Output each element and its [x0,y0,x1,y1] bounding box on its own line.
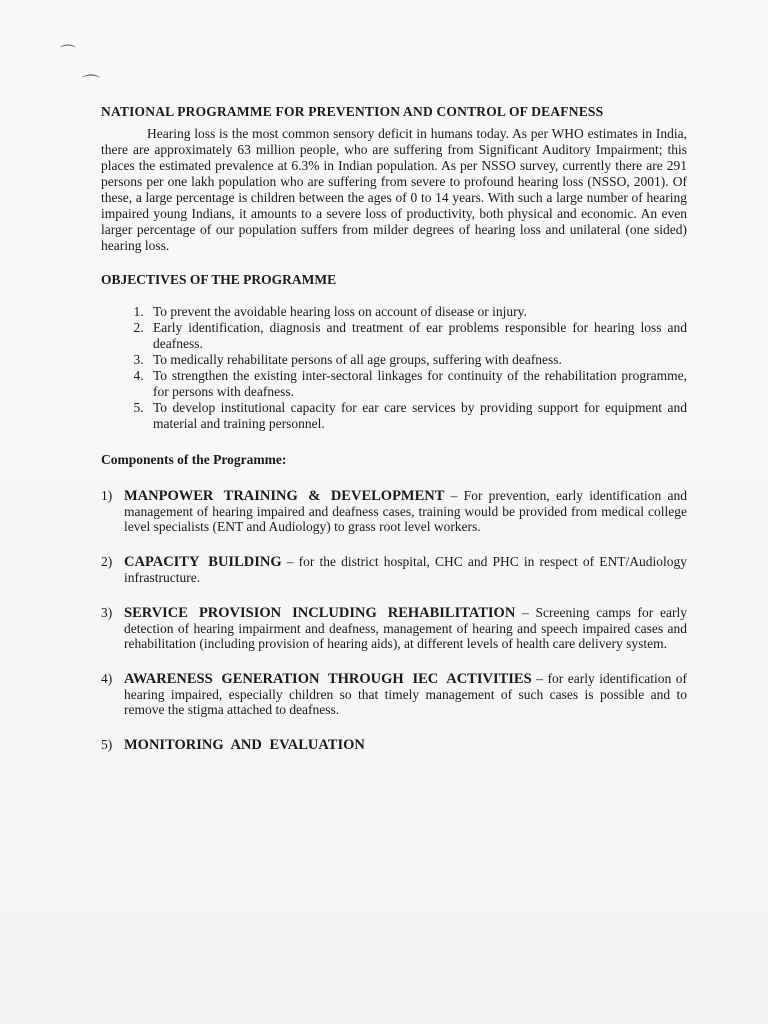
component-description: – Screening camps for early detection of hearing impairment and deafness, management of hearing and speech impaired cases and rehabilitation (including provision of hearing aids), at different levels of health care delivery system. [124,605,687,651]
component-number: 2) [101,554,113,569]
scan-mark: ⌒ [82,74,100,94]
component-number: 4) [101,671,113,686]
component-title: MANPOWER TRAINING & DEVELOPMENT [124,488,445,504]
component-item [101,737,687,753]
objective-item: 3. To medically rehabilitate persons of all age groups, suffering with deafness. [147,352,687,368]
component-text [124,737,687,753]
objectives-heading: OBJECTIVES OF THE PROGRAMME [101,272,337,287]
component-item [101,554,687,585]
component-description: – For prevention, early identification and management of hearing impaired and deafness cases, training would be provided from medical college level specialists (ENT and Audiology) to grass root level workers. [124,488,687,534]
scan-mark: ⌒ [60,45,77,62]
component-item [101,488,687,534]
component-title: AWARENESS GENERATION THROUGH IEC ACTIVITIES [124,671,532,687]
component-item [101,605,687,651]
component-title: SERVICE PROVISION INCLUDING REHABILITATION [124,605,516,621]
component-text [124,671,687,717]
component-number: 1) [101,488,113,503]
component-text [124,605,687,651]
component-title: MONITORING AND EVALUATION [124,737,365,753]
objective-item: 4. To strengthen the existing inter-sectoral linkages for continuity of the rehabilitation programme, for persons with deafness. [147,368,687,400]
component-description: – for early identification of hearing impaired, especially children so that timely management of such cases is possible and to remove the stigma attached to deafness. [124,671,687,717]
objective-item: 5. To develop institutional capacity for ear care services by providing support for equipment and material and training personnel. [147,400,687,432]
component-text [124,488,687,534]
objective-item: 1. To prevent the avoidable hearing loss on account of disease or injury. [147,304,687,320]
component-item [101,671,687,717]
component-title: CAPACITY BUILDING [124,554,282,570]
document-body [101,104,687,773]
component-number: 3) [101,605,113,620]
component-text [124,554,687,585]
component-number: 5) [101,737,113,752]
intro-paragraph: Hearing loss is the most common sensory deficit in humans today. As per WHO estimates in India, there are approximately 63 million people, who are suffering from Significant Auditory Impairment; this places the estimated prevalence at 6.3% in Indian population. As per NSSO survey, currently there are 291 persons per one lakh population who are suffering from severe to profound hearing loss (NSSO, 2001). Of these, a large percentage is children between the ages of 0 to 14 years. With such a large number of hearing impaired young Indians, it amounts to a severe loss of productivity, both physical and economic. An even larger percentage of our population suffers from milder degrees of hearing loss and unilateral (one sided) hearing loss. [101,126,687,253]
objective-item: 2. Early identification, diagnosis and treatment of ear problems responsible for hearing loss and deafness. [147,320,687,352]
objectives-list [101,304,687,432]
components-heading: Components of the Programme: [101,452,287,467]
component-description: – for the district hospital, CHC and PHC in respect of ENT/Audiology infrastructure. [124,554,687,585]
document-title: NATIONAL PROGRAMME FOR PREVENTION AND CONTROL OF DEAFNESS [101,104,604,119]
